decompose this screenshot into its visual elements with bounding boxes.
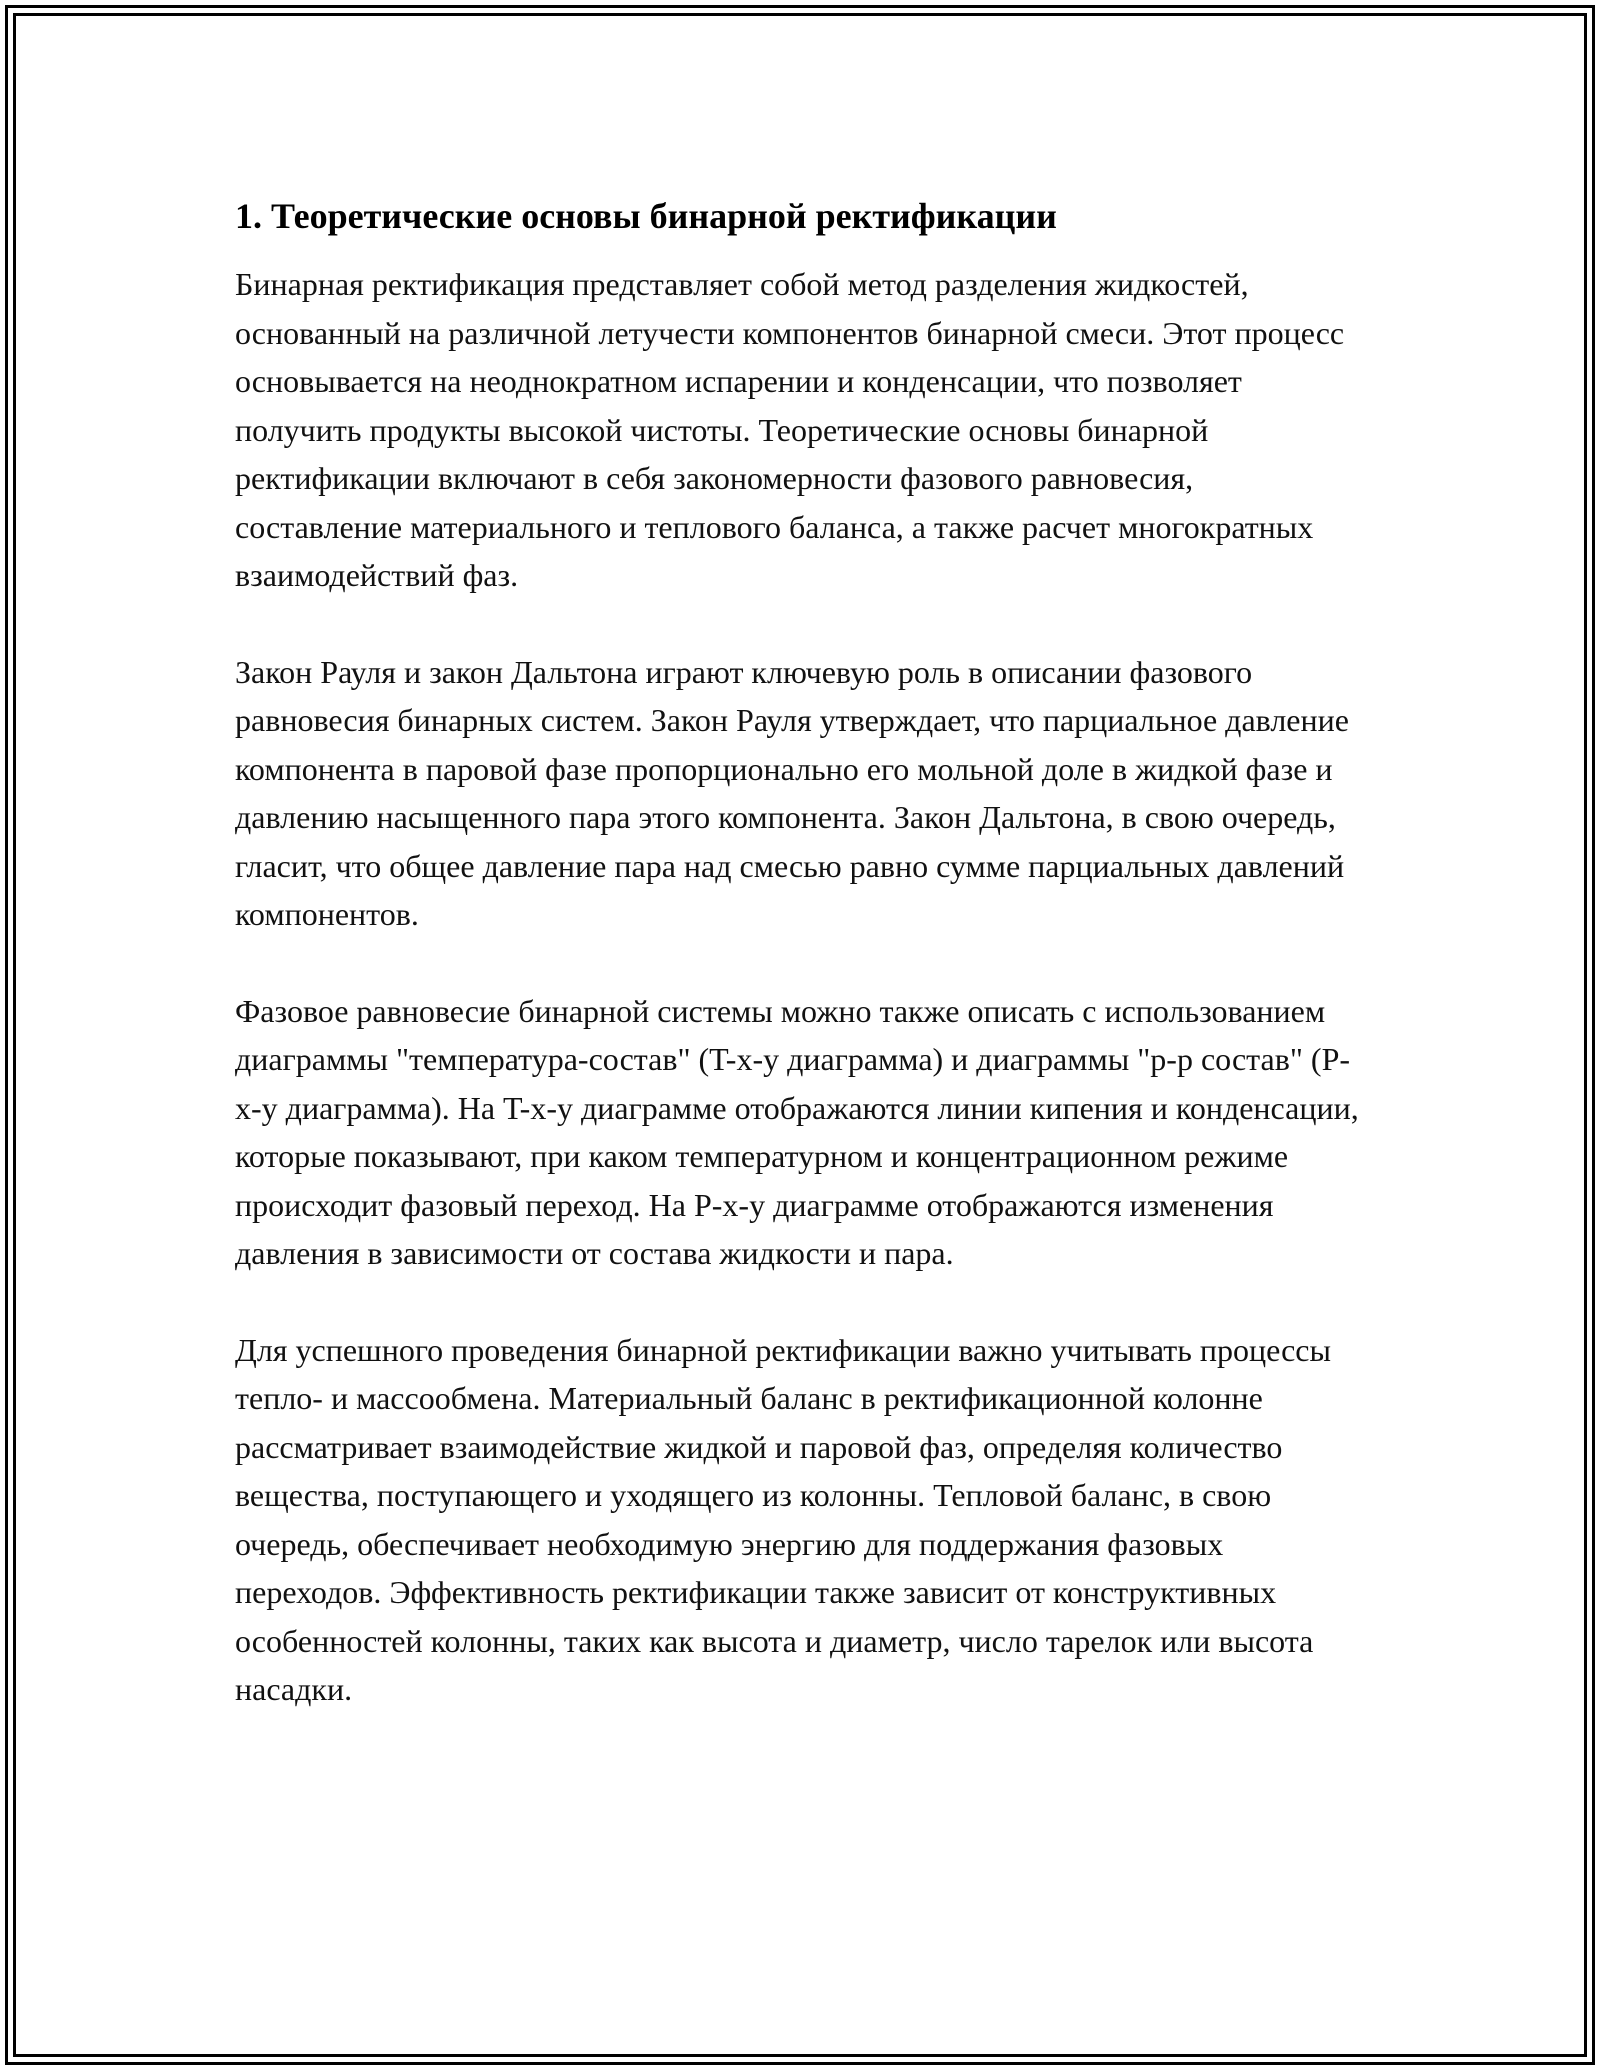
paragraph-intro: Бинарная ректификация представляет собой метод разделения жидкостей, основанный на различной летучести компонентов бинарной смеси. Этот процесс основывается на неоднократном испарении и конденсации, что позволяет получить продукты высокой чистоты. Теоретические основы бинарной ректификации включают в себя закономерности фазового равновесия, составление материального и теплового баланса, а также расчет многократных взаимодействий фаз. [235, 266, 1345, 593]
paragraph-phase-diagrams: Фазовое равновесие бинарной системы можно также описать с использованием диаграммы "температура-состав" (T-x-y диаграмма) и диаграммы "p-p состав" (P-x-y диаграмма). На T-x-y диаграмме отображаются линии кипения и конденсации, которые показывают, при каком температурном и концентрационном режиме происходит фазовый переход. На P-x-y диаграмме отображаются изменения давления в зависимости от состава жидкости и пара. [235, 992, 1359, 1271]
paragraph-balance: Для успешного проведения бинарной ректификации важно учитывать процессы тепло- и массообмена. Материальный баланс в ректификационной колонне рассматривает взаимодействие жидкой и паровой фаз, определяя количество вещества, поступающего и уходящего из колонны. Тепловой баланс, в свою очередь, обеспечивает необходимую энергию для поддержания фазовых переходов. Эффективность ректификации также зависит от конструктивных особенностей колонны, таких как высота и диаметр, число тарелок или высота насадки. [235, 1331, 1331, 1707]
section-heading: 1. Теоретические основы бинарной ректификации [235, 196, 1057, 236]
document-body [235, 186, 1365, 1714]
paragraph-raoult-dalton: Закон Рауля и закон Дальтона играют ключевую роль в описании фазового равновесия бинарных систем. Закон Рауля утверждает, что парциальное давление компонента в паровой фазе пропорционально его мольной доле в жидкой фазе и давлению насыщенного пара этого компонента. Закон Дальтона, в свою очередь, гласит, что общее давление пара над смесью равно сумме парциальных давлений компонентов. [235, 653, 1349, 932]
